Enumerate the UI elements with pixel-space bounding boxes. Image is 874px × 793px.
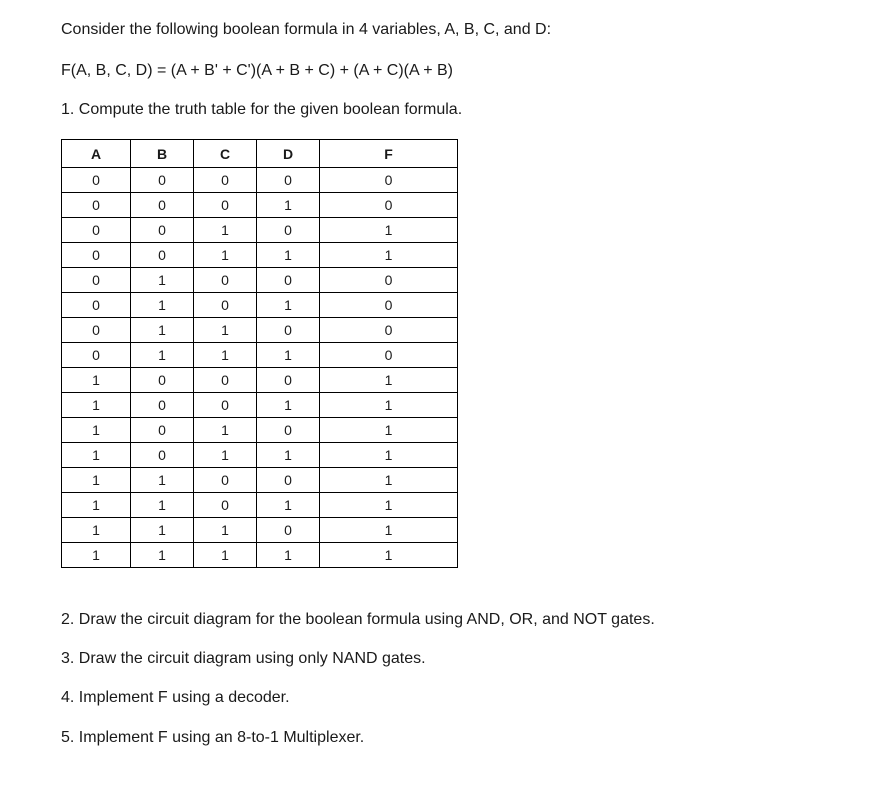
cell-d: 1 [257, 493, 320, 518]
table-row [62, 393, 458, 418]
cell-f: 0 [320, 293, 458, 318]
cell-a: 0 [62, 243, 131, 268]
table-row [62, 218, 458, 243]
truth-table-header-row [62, 140, 458, 168]
cell-c: 1 [194, 443, 257, 468]
header-cell-d: D [257, 140, 320, 168]
cell-a: 1 [62, 443, 131, 468]
cell-d: 1 [257, 393, 320, 418]
cell-c: 0 [194, 468, 257, 493]
cell-d: 0 [257, 518, 320, 543]
cell-f: 1 [320, 418, 458, 443]
question-4: 4. Implement F using a decoder. [61, 689, 290, 706]
cell-b: 1 [131, 493, 194, 518]
cell-d: 1 [257, 343, 320, 368]
cell-d: 0 [257, 218, 320, 243]
cell-b: 0 [131, 243, 194, 268]
table-row [62, 268, 458, 293]
cell-c: 0 [194, 193, 257, 218]
cell-c: 1 [194, 318, 257, 343]
cell-c: 0 [194, 368, 257, 393]
intro-text: Consider the following boolean formula in 4 variables, A, B, C, and D: [61, 21, 552, 38]
table-row [62, 543, 458, 568]
cell-f: 0 [320, 318, 458, 343]
cell-c: 1 [194, 518, 257, 543]
cell-d: 1 [257, 443, 320, 468]
table-row [62, 443, 458, 468]
cell-d: 0 [257, 268, 320, 293]
cell-d: 1 [257, 243, 320, 268]
cell-f: 1 [320, 218, 458, 243]
cell-c: 0 [194, 493, 257, 518]
cell-f: 0 [320, 193, 458, 218]
cell-a: 1 [62, 468, 131, 493]
cell-f: 1 [320, 493, 458, 518]
cell-c: 1 [194, 343, 257, 368]
cell-b: 1 [131, 468, 194, 493]
question-3: 3. Draw the circuit diagram using only NAND gates. [61, 650, 426, 667]
truth-table [61, 139, 458, 568]
cell-d: 0 [257, 318, 320, 343]
table-row [62, 468, 458, 493]
table-row [62, 318, 458, 343]
cell-f: 1 [320, 393, 458, 418]
table-row [62, 518, 458, 543]
cell-c: 0 [194, 168, 257, 193]
cell-f: 0 [320, 168, 458, 193]
cell-f: 1 [320, 443, 458, 468]
table-row [62, 343, 458, 368]
cell-c: 0 [194, 393, 257, 418]
cell-b: 0 [131, 418, 194, 443]
table-row [62, 168, 458, 193]
cell-c: 0 [194, 268, 257, 293]
cell-b: 0 [131, 218, 194, 243]
cell-a: 1 [62, 368, 131, 393]
cell-a: 0 [62, 268, 131, 293]
table-row [62, 493, 458, 518]
table-row [62, 368, 458, 393]
cell-f: 1 [320, 543, 458, 568]
cell-a: 0 [62, 293, 131, 318]
header-cell-c: C [194, 140, 257, 168]
formula-text: F(A, B, C, D) = (A + B' + C')(A + B + C) + (A + C)(A + B) [61, 62, 453, 79]
table-row [62, 293, 458, 318]
cell-c: 0 [194, 293, 257, 318]
cell-f: 0 [320, 343, 458, 368]
cell-b: 0 [131, 393, 194, 418]
cell-a: 0 [62, 318, 131, 343]
cell-d: 0 [257, 168, 320, 193]
cell-a: 1 [62, 418, 131, 443]
header-cell-b: B [131, 140, 194, 168]
cell-b: 1 [131, 343, 194, 368]
question-5: 5. Implement F using an 8-to-1 Multiplexer. [61, 729, 365, 746]
header-cell-a: A [62, 140, 131, 168]
cell-b: 1 [131, 543, 194, 568]
cell-a: 1 [62, 493, 131, 518]
cell-a: 1 [62, 518, 131, 543]
cell-b: 0 [131, 193, 194, 218]
cell-d: 0 [257, 368, 320, 393]
cell-b: 1 [131, 268, 194, 293]
cell-f: 1 [320, 518, 458, 543]
truth-table-body [62, 168, 458, 568]
cell-b: 0 [131, 443, 194, 468]
table-row [62, 418, 458, 443]
cell-a: 0 [62, 193, 131, 218]
cell-f: 1 [320, 243, 458, 268]
cell-f: 0 [320, 268, 458, 293]
cell-b: 1 [131, 518, 194, 543]
cell-d: 1 [257, 193, 320, 218]
cell-d: 1 [257, 543, 320, 568]
question-1: 1. Compute the truth table for the given boolean formula. [61, 101, 463, 118]
cell-c: 1 [194, 418, 257, 443]
cell-b: 1 [131, 318, 194, 343]
cell-b: 0 [131, 168, 194, 193]
table-row [62, 193, 458, 218]
cell-a: 0 [62, 343, 131, 368]
cell-a: 0 [62, 218, 131, 243]
header-cell-f: F [320, 140, 458, 168]
cell-b: 1 [131, 293, 194, 318]
cell-a: 1 [62, 543, 131, 568]
cell-c: 1 [194, 218, 257, 243]
cell-f: 1 [320, 468, 458, 493]
cell-d: 1 [257, 293, 320, 318]
cell-a: 0 [62, 168, 131, 193]
cell-d: 0 [257, 418, 320, 443]
cell-a: 1 [62, 393, 131, 418]
cell-d: 0 [257, 468, 320, 493]
cell-c: 1 [194, 543, 257, 568]
table-row [62, 243, 458, 268]
cell-c: 1 [194, 243, 257, 268]
cell-f: 1 [320, 368, 458, 393]
cell-b: 0 [131, 368, 194, 393]
question-2: 2. Draw the circuit diagram for the boolean formula using AND, OR, and NOT gates. [61, 611, 655, 628]
